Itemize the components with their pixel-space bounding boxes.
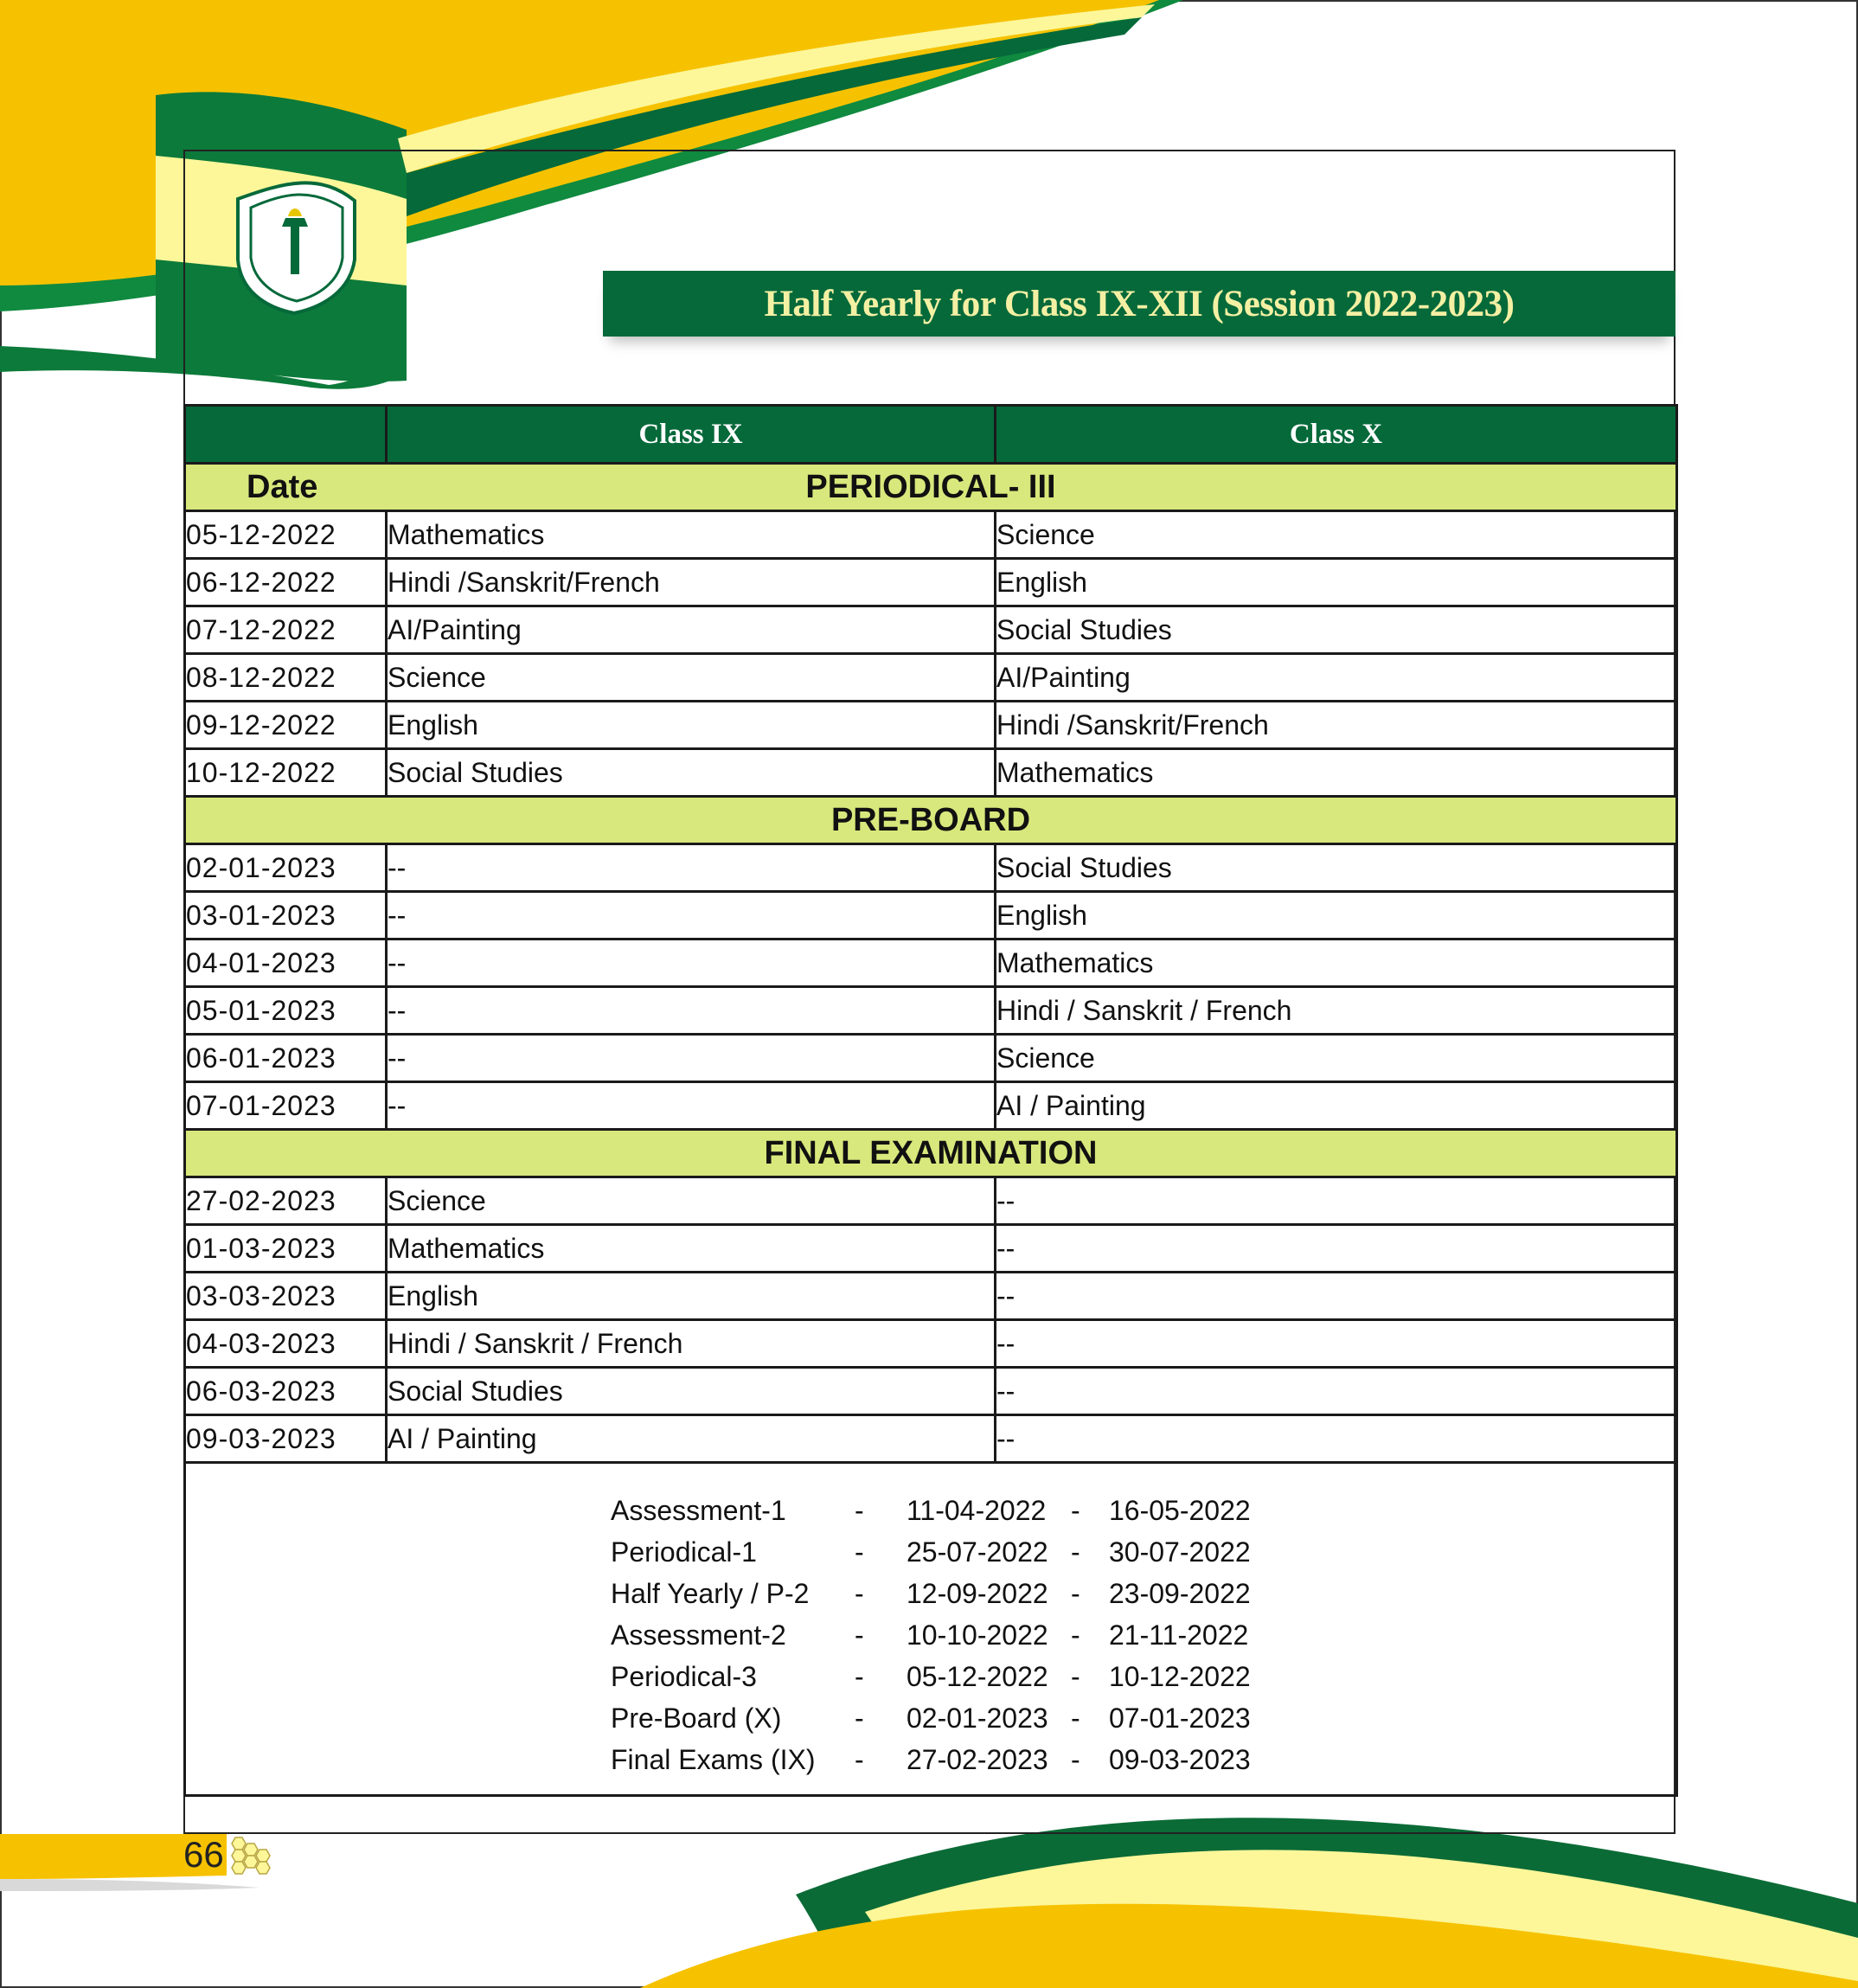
date-cell: 07-01-2023 (185, 1082, 387, 1130)
summary-start-date: 27-02-2023 (907, 1743, 1048, 1775)
class-ix-subject: Social Studies (387, 749, 996, 797)
class-x-subject: AI/Painting (996, 654, 1677, 702)
header-class-ix: Class IX (387, 406, 996, 464)
class-ix-subject: Hindi /Sanskrit/French (387, 559, 996, 606)
class-ix-subject: Science (387, 654, 996, 702)
table-row (185, 511, 1677, 559)
section-row (185, 797, 1677, 844)
table-row (185, 606, 1677, 654)
table-row (185, 844, 1677, 892)
page-number-shadow (0, 1879, 259, 1891)
summary-start-date: 12-09-2022 (907, 1577, 1048, 1609)
class-ix-subject: -- (387, 892, 996, 939)
summary-item (611, 1614, 1265, 1656)
summary-end-date: 10-12-2022 (1109, 1660, 1251, 1692)
summary-label: Periodical-3 (611, 1660, 757, 1692)
class-ix-subject: -- (387, 844, 996, 892)
class-x-subject: -- (996, 1368, 1677, 1415)
summary-separator: - (855, 1619, 864, 1651)
date-cell: 07-12-2022 (185, 606, 387, 654)
class-x-subject: -- (996, 1225, 1677, 1273)
summary-separator: - (855, 1536, 864, 1568)
summary-item (611, 1531, 1265, 1573)
table-row (185, 559, 1677, 606)
class-x-subject: Mathematics (996, 939, 1677, 987)
date-cell: 04-03-2023 (185, 1320, 387, 1368)
summary-label: Half Yearly / P-2 (611, 1577, 810, 1609)
date-cell: 09-03-2023 (185, 1415, 387, 1463)
summary-separator: - (1071, 1577, 1080, 1609)
page-title: Half Yearly for Class IX-XII (Session 2022-2023) (764, 283, 1515, 324)
summary-item (611, 1656, 1265, 1697)
date-cell: 10-12-2022 (185, 749, 387, 797)
summary-end-date: 07-01-2023 (1109, 1702, 1251, 1734)
date-cell: 05-12-2022 (185, 511, 387, 559)
summary-label: Assessment-2 (611, 1619, 786, 1651)
class-ix-subject: Mathematics (387, 511, 996, 559)
class-x-subject: Science (996, 1035, 1677, 1082)
class-x-subject: English (996, 892, 1677, 939)
section-title: FINAL EXAMINATION (764, 1134, 1098, 1171)
section-cell (185, 797, 1677, 844)
table-row (185, 1035, 1677, 1082)
section-row (185, 1130, 1677, 1177)
summary-start-date: 10-10-2022 (907, 1619, 1048, 1651)
date-cell: 03-03-2023 (185, 1273, 387, 1320)
class-ix-subject: AI / Painting (387, 1415, 996, 1463)
table-row (185, 1273, 1677, 1320)
table-row (185, 1368, 1677, 1415)
date-cell: 02-01-2023 (185, 844, 387, 892)
summary-separator: - (855, 1660, 864, 1692)
class-ix-subject: AI/Painting (387, 606, 996, 654)
date-cell: 06-03-2023 (185, 1368, 387, 1415)
section-cell (185, 464, 1677, 511)
class-x-subject: -- (996, 1415, 1677, 1463)
summary-end-date: 16-05-2022 (1109, 1494, 1251, 1526)
class-ix-subject: Social Studies (387, 1368, 996, 1415)
page-number: 66 (183, 1834, 224, 1875)
section-row (185, 464, 1677, 511)
date-cell: 06-01-2023 (185, 1035, 387, 1082)
assessment-summary (611, 1490, 1265, 1780)
summary-separator: - (855, 1494, 864, 1526)
header-date-blank (185, 406, 387, 464)
table-row (185, 1320, 1677, 1368)
summary-end-date: 21-11-2022 (1109, 1619, 1249, 1651)
class-x-subject: Social Studies (996, 844, 1677, 892)
class-ix-subject: -- (387, 987, 996, 1035)
date-column-label: Date (247, 469, 318, 505)
class-ix-subject: -- (387, 939, 996, 987)
class-x-subject: Mathematics (996, 749, 1677, 797)
summary-separator: - (855, 1743, 864, 1775)
summary-end-date: 23-09-2022 (1109, 1577, 1251, 1609)
table-row (185, 749, 1677, 797)
date-cell: 09-12-2022 (185, 702, 387, 749)
class-ix-subject: Mathematics (387, 1225, 996, 1273)
class-x-subject: -- (996, 1320, 1677, 1368)
summary-end-date: 09-03-2023 (1109, 1743, 1251, 1775)
summary-separator: - (1071, 1660, 1080, 1692)
table-row (185, 892, 1677, 939)
date-cell: 03-01-2023 (185, 892, 387, 939)
table-row (185, 1082, 1677, 1130)
summary-start-date: 05-12-2022 (907, 1660, 1048, 1692)
summary-label: Periodical-1 (611, 1536, 757, 1568)
summary-item (611, 1739, 1265, 1780)
section-title: PRE-BOARD (830, 801, 1031, 838)
class-x-subject: AI / Painting (996, 1082, 1677, 1130)
summary-separator: - (1071, 1702, 1080, 1734)
summary-end-date: 30-07-2022 (1109, 1536, 1251, 1568)
class-x-subject: Science (996, 511, 1677, 559)
summary-separator: - (1071, 1536, 1080, 1568)
summary-label: Assessment-1 (611, 1494, 786, 1526)
table-row (185, 654, 1677, 702)
class-ix-subject: Science (387, 1177, 996, 1225)
class-x-subject: Social Studies (996, 606, 1677, 654)
table-row (185, 939, 1677, 987)
summary-start-date: 11-04-2022 (907, 1494, 1047, 1526)
title-banner (603, 271, 1675, 337)
class-ix-subject: English (387, 702, 996, 749)
section-cell (185, 1130, 1677, 1177)
table-row (185, 1415, 1677, 1463)
table-row (185, 1177, 1677, 1225)
summary-item (611, 1697, 1265, 1739)
summary-separator: - (855, 1702, 864, 1734)
summary-separator: - (855, 1577, 864, 1609)
class-ix-subject: Hindi / Sanskrit / French (387, 1320, 996, 1368)
header-class-x: Class X (996, 406, 1677, 464)
date-cell: 06-12-2022 (185, 559, 387, 606)
date-cell: 08-12-2022 (185, 654, 387, 702)
class-ix-subject: -- (387, 1035, 996, 1082)
table-row (185, 1225, 1677, 1273)
class-ix-subject: English (387, 1273, 996, 1320)
summary-label: Pre-Board (X) (611, 1702, 782, 1734)
class-ix-subject: -- (387, 1082, 996, 1130)
summary-start-date: 02-01-2023 (907, 1702, 1048, 1734)
summary-item (611, 1490, 1265, 1531)
table-row (185, 702, 1677, 749)
summary-separator: - (1071, 1494, 1080, 1526)
class-x-subject: Hindi / Sanskrit / French (996, 987, 1677, 1035)
summary-separator: - (1071, 1619, 1080, 1651)
section-title: PERIODICAL- III (805, 468, 1056, 505)
date-cell: 05-01-2023 (185, 987, 387, 1035)
summary-item (611, 1573, 1265, 1614)
class-x-subject: Hindi /Sanskrit/French (996, 702, 1677, 749)
class-x-subject: English (996, 559, 1677, 606)
summary-label: Final Exams (IX) (611, 1743, 816, 1775)
table-row (185, 987, 1677, 1035)
table-header-row (185, 406, 1677, 464)
honeycomb-icon (227, 1834, 279, 1879)
date-cell: 04-01-2023 (185, 939, 387, 987)
date-cell: 01-03-2023 (185, 1225, 387, 1273)
class-x-subject: -- (996, 1273, 1677, 1320)
summary-separator: - (1071, 1743, 1080, 1775)
class-x-subject: -- (996, 1177, 1677, 1225)
summary-start-date: 25-07-2022 (907, 1536, 1048, 1568)
date-cell: 27-02-2023 (185, 1177, 387, 1225)
